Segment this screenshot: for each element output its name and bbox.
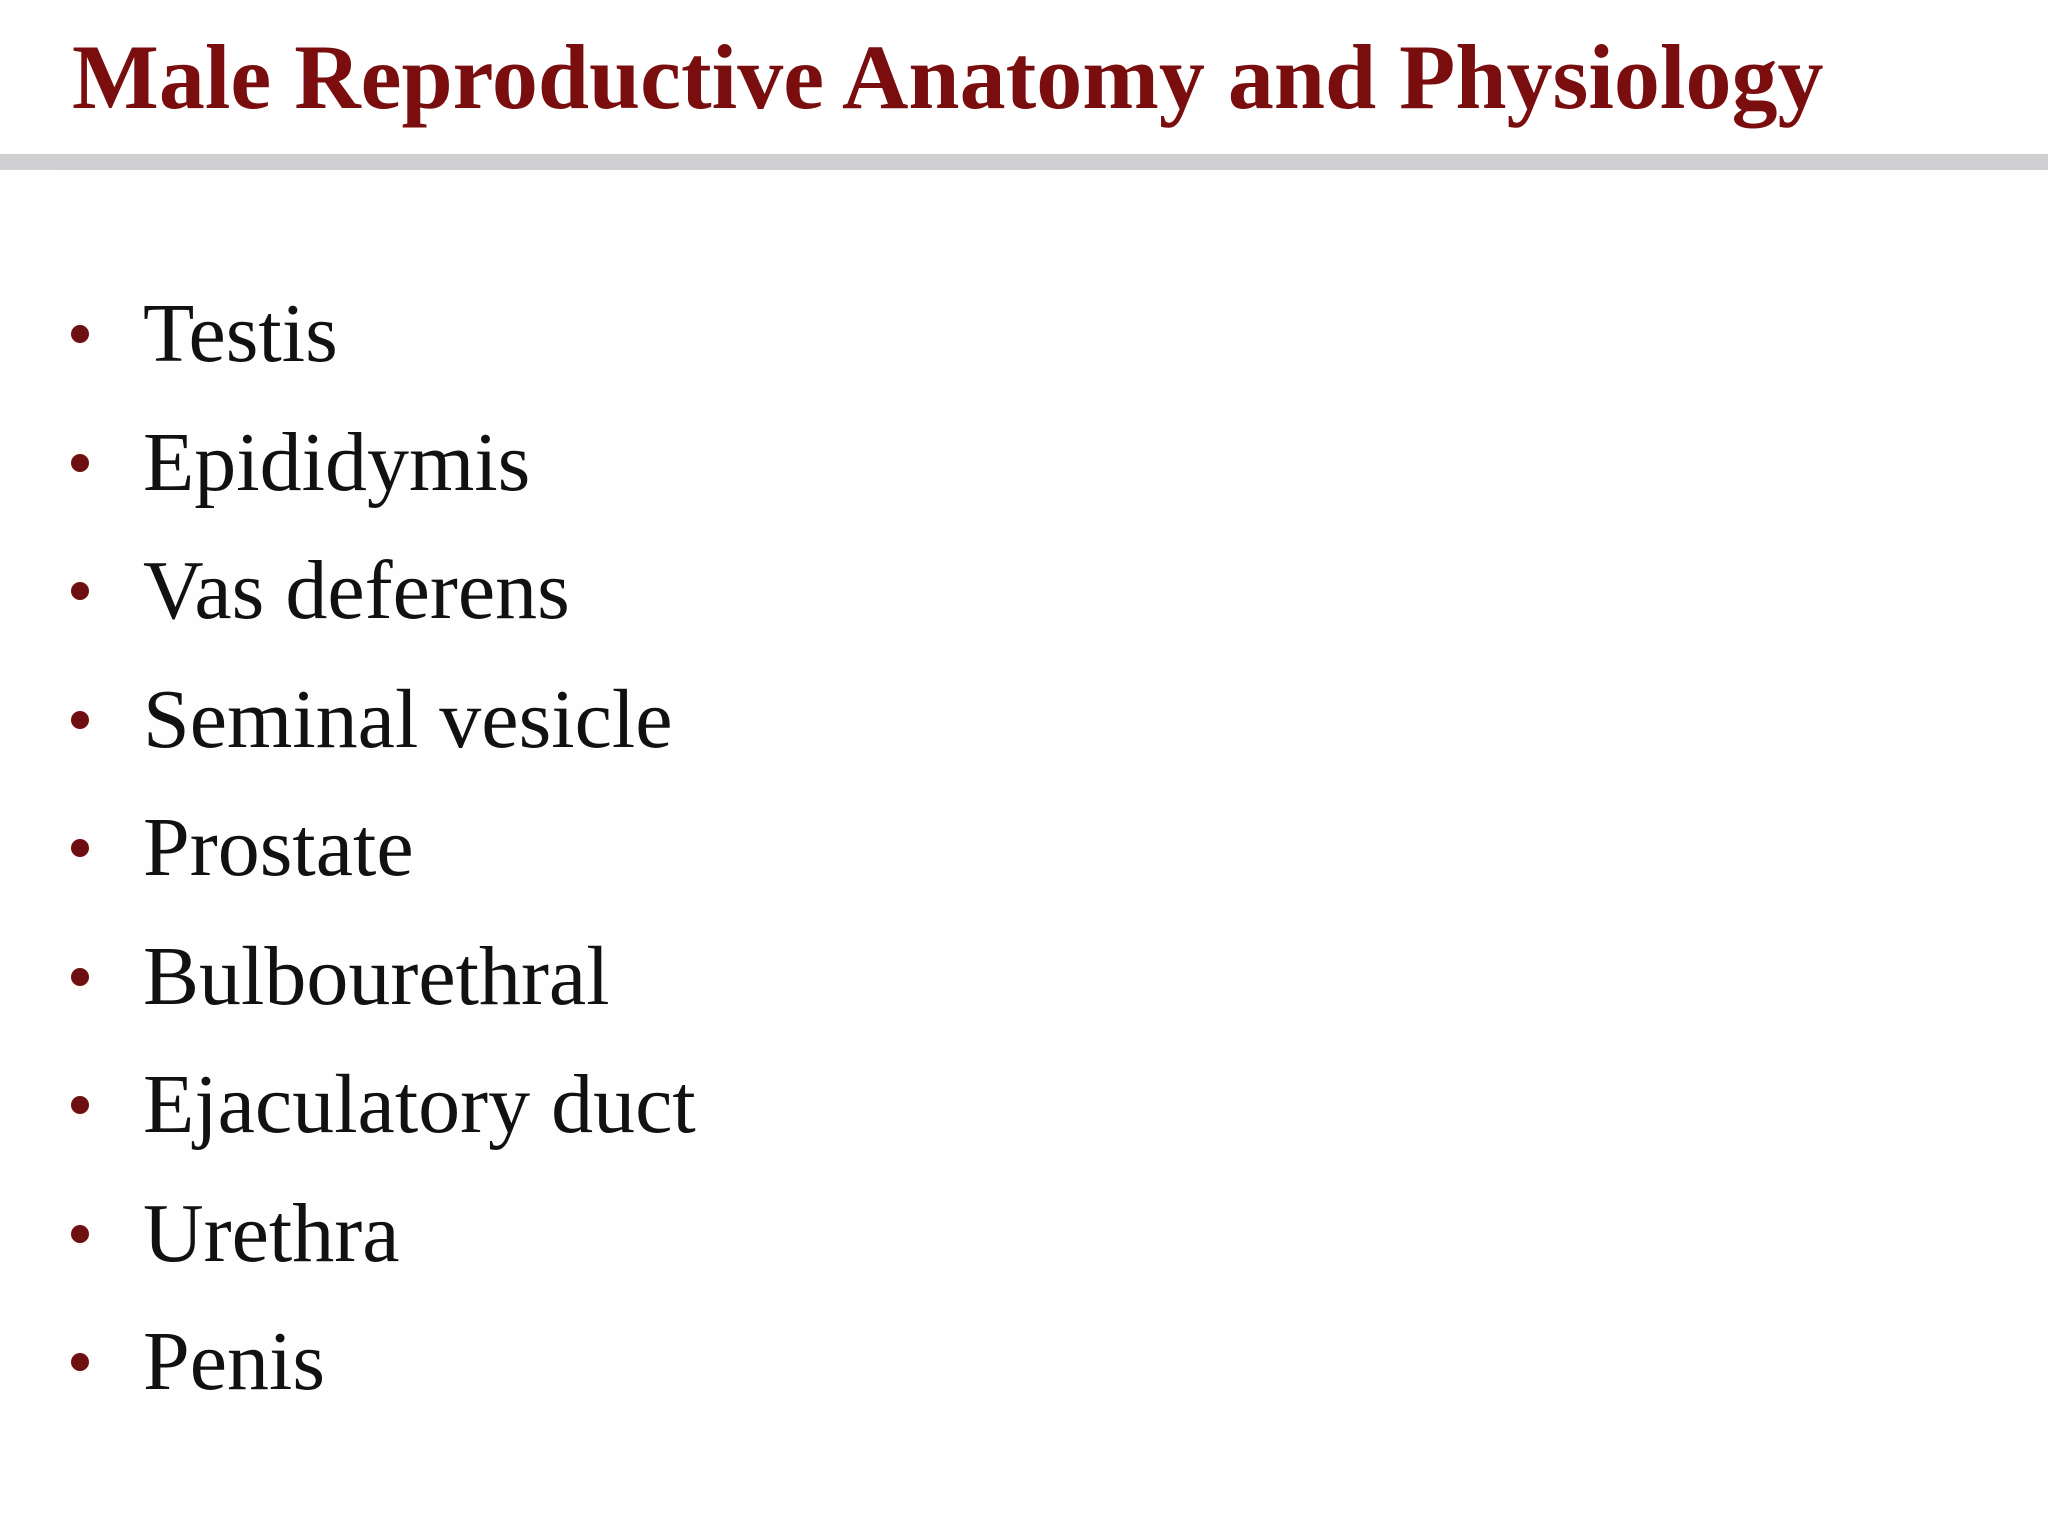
bullet-icon bbox=[71, 968, 89, 986]
bullet-text: Urethra bbox=[143, 1186, 400, 1280]
bullet-text: Vas deferens bbox=[143, 544, 570, 638]
title-divider bbox=[0, 154, 2048, 170]
bullet-text: Ejaculatory duct bbox=[143, 1058, 696, 1152]
bullet-text: Bulbourethral bbox=[143, 929, 610, 1023]
bullet-text: Prostate bbox=[143, 801, 414, 895]
bullet-icon bbox=[71, 1225, 89, 1243]
slide-header bbox=[0, 0, 2048, 154]
bullet-icon bbox=[71, 454, 89, 472]
bullet-text: Epididymis bbox=[143, 415, 531, 509]
slide-title: Male Reproductive Anatomy and Physiology bbox=[72, 26, 1824, 128]
bullet-icon bbox=[71, 711, 89, 729]
bullet-text: Seminal vesicle bbox=[143, 672, 673, 766]
bullet-text: Penis bbox=[143, 1315, 326, 1409]
bullet-text: Testis bbox=[143, 287, 338, 381]
